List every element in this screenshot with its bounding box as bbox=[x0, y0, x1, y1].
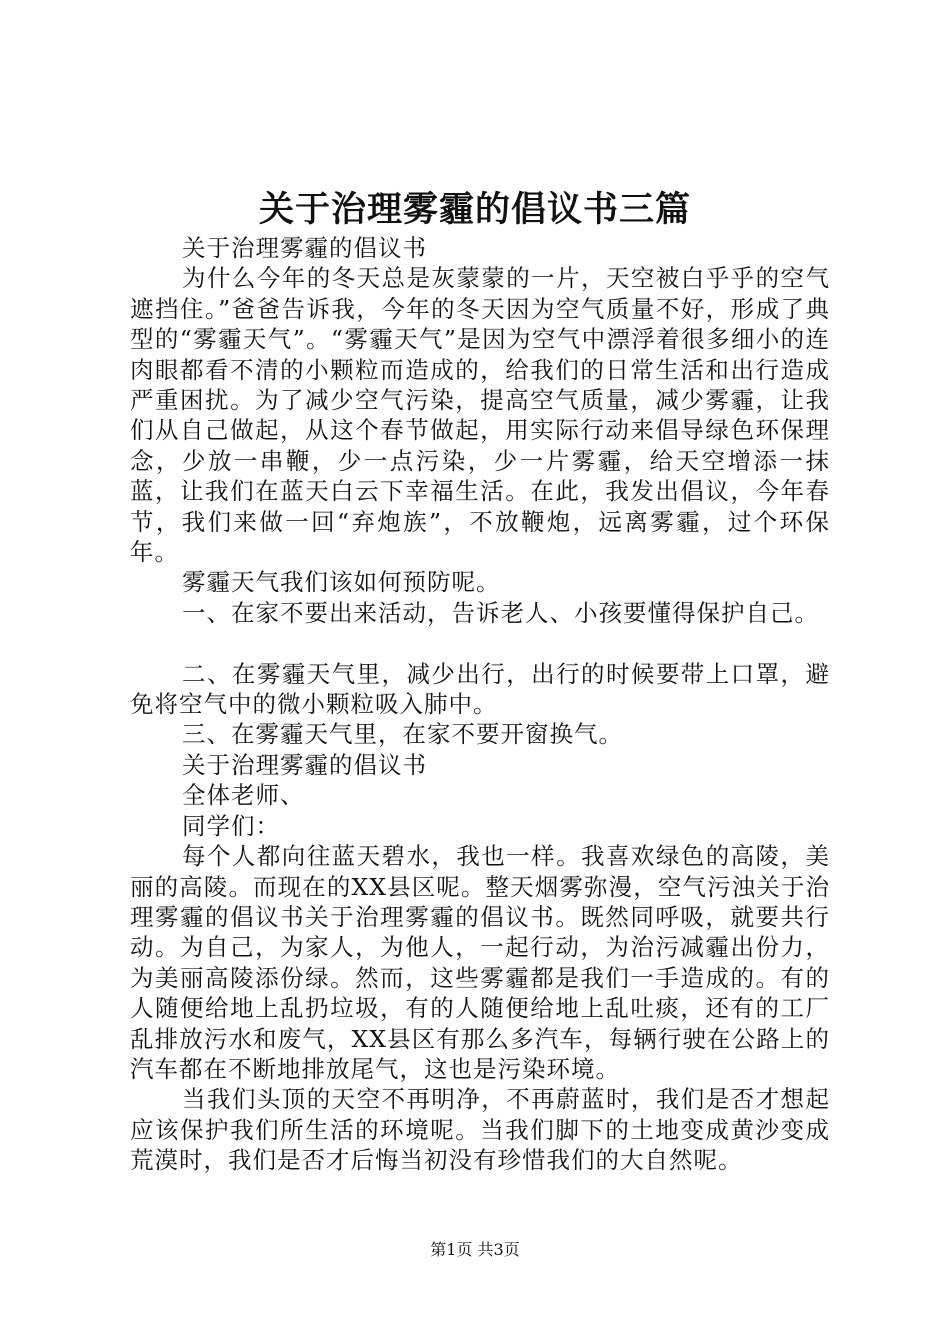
page-number: 第1页 共3页 bbox=[430, 1240, 520, 1259]
body-paragraph: 每个人都向往蓝天碧水，我也一样。我喜欢绿色的高陵，美丽的高陵。而现在的XX县区呢。整天烟雾弥漫，空气污浊关于治理雾霾的倡议书关于治理雾霾的倡议书。既然同呼吸，就要共行动。为自己，为家人，为他人，一起行动，为治污减霾出份力，为美丽高陵添份绿。然而，这些雾霾都是我们一手造成的。有的人随便给地上乱扔垃圾，有的人随便给地上乱吐痰，还有的工厂乱排放污水和废气，XX县区有那么多汽车，每辆行驶在公路上的汽车都在不断地排放尾气，这也是污染环境。 bbox=[130, 842, 830, 1083]
salutation: 同学们： bbox=[182, 811, 280, 840]
section-heading: 关于治理雾霾的倡议书 bbox=[182, 750, 427, 779]
list-item: 三、在雾霾天气里，在家不要开窗换气。 bbox=[182, 720, 623, 749]
body-paragraph: 为什么今年的冬天总是灰蒙蒙的一片，天空被白乎乎的空气遮挡住。”爸爸告诉我，今年的冬天因为空气质量不好，形成了典型的“雾霾天气”。“雾霾天气”是因为空气中漂浮着很多细小的连肉眼都看不清的小颗粒而造成的，给我们的日常生活和出行造成严重困扰。为了减少空气污染，提高空气质量，减少雾霾，让我们从自己做起，从这个春节做起，用实际行动来倡导绿色环保理念，少放一串鞭，少一点污染，少一片雾霾，给天空增添一抹蓝，让我们在蓝天白云下幸福生活。在此，我发出倡议，今年春节，我们来做一回“弃炮族”，不放鞭炮，远离雾霾，过个环保年。 bbox=[130, 264, 830, 567]
section-heading: 关于治理雾霾的倡议书 bbox=[182, 234, 427, 262]
document-title: 关于治理雾霾的倡议书三篇 bbox=[258, 189, 691, 230]
body-paragraph: 当我们头顶的天空不再明净，不再蔚蓝时，我们是否才想起应该保护我们所生活的环境呢。当我们脚下的土地变成黄沙变成荒漠时，我们是否才后悔当初没有珍惜我们的大自然呢。 bbox=[130, 1085, 830, 1175]
document-body bbox=[130, 233, 830, 1176]
body-paragraph: 雾霾天气我们该如何预防呢。 bbox=[182, 568, 501, 597]
salutation: 全体老师、 bbox=[182, 781, 305, 810]
list-item: 一、在家不要出来活动，告诉老人、小孩要懂得保护自己。 bbox=[182, 598, 819, 627]
list-item: 二、在雾霾天气里，减少出行，出行的时候要带上口罩，避免将空气中的微小颗粒吸入肺中。 bbox=[130, 659, 830, 719]
